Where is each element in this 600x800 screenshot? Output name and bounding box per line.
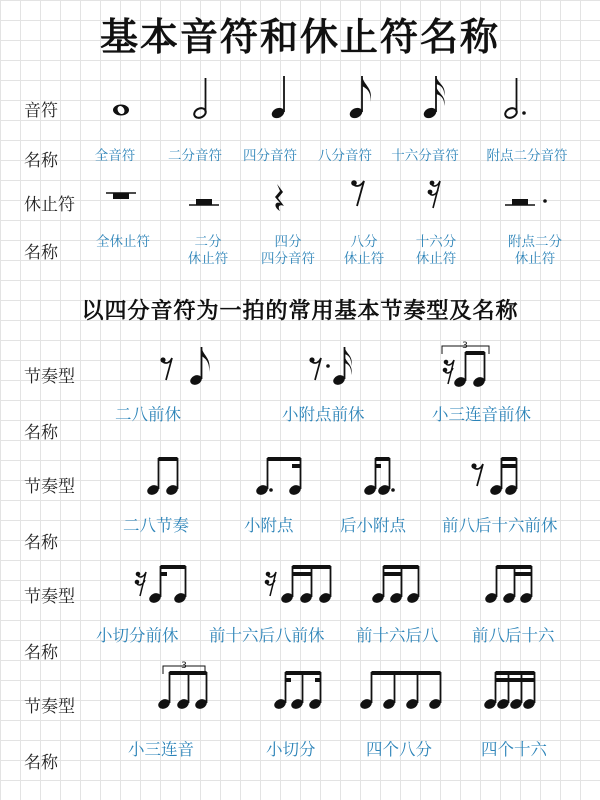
rest-row-label: 休止符 [24, 195, 75, 215]
rhythm-row-label: 节奏型 [24, 697, 75, 717]
rhythm-row-label: 节奏型 [24, 477, 75, 497]
sixteenth-dotted-eighth-pattern [363, 458, 395, 497]
note-name: 二分音符 [168, 148, 222, 164]
two-eighths-pattern [146, 458, 180, 497]
rhythm-name: 二八前休 [115, 405, 181, 424]
rest-name: 二分 休止符 [187, 234, 229, 267]
rhythm-row-label: 节奏型 [24, 367, 75, 387]
rhythm-name: 四个八分 [366, 740, 432, 759]
rhythm-name: 前八后十六前休 [442, 516, 558, 535]
note-name-row-label: 名称 [24, 151, 58, 171]
four-eighths-pattern [359, 672, 443, 711]
small-syncopation-pattern [273, 672, 323, 711]
triplet-number: 3 [462, 341, 468, 351]
rhythm-name-label: 名称 [24, 753, 58, 773]
sixteenth-rest-sixteenth-eighth-pattern [265, 566, 333, 605]
rhythm-name: 前十六后八 [356, 626, 439, 645]
rest-name: 八分 休止符 [343, 234, 385, 267]
rhythm-name: 小切分前休 [96, 626, 179, 645]
rest-name: 四分 四分音符 [261, 234, 315, 267]
rhythm-name-label: 名称 [24, 533, 58, 553]
rhythm-name: 前十六后八前休 [209, 626, 325, 645]
syncopation-rest-pattern [135, 566, 188, 605]
section-subtitle: 以四分音符为一拍的常用基本节奏型及名称 [81, 299, 519, 324]
note-row-label: 音符 [24, 101, 58, 121]
page-title: 基本音符和休止符名称 [99, 15, 500, 59]
rhythm-name: 小三连音 [128, 740, 194, 759]
note-name: 四分音符 [243, 148, 297, 164]
rest-name: 十六分 休止符 [415, 234, 457, 267]
two-sixteenths-eighth-pattern [371, 566, 421, 605]
rhythm-name-label: 名称 [24, 643, 58, 663]
rest-name: 附点二分 休止符 [508, 234, 562, 267]
dotted-eighth-sixteenth-pattern [255, 458, 303, 497]
note-name: 十六分音符 [391, 148, 459, 164]
rest-name-row-label: 名称 [24, 243, 58, 263]
four-sixteenths-pattern [483, 672, 537, 711]
rhythm-name: 二八节奏 [123, 516, 189, 535]
rest-name: 全休止符 [96, 234, 150, 250]
eighth-two-sixteenths-pattern [484, 566, 534, 605]
eighth-rest-two-sixteenths-pattern [471, 458, 518, 497]
rhythm-row-label: 节奏型 [24, 587, 75, 607]
note-name: 附点二分音符 [486, 148, 568, 164]
note-name: 八分音符 [318, 148, 372, 164]
rhythm-name: 小附点前休 [282, 405, 365, 424]
rhythm-name: 小三连音前休 [432, 405, 531, 424]
rhythm-name: 四个十六 [481, 740, 547, 759]
rhythm-name: 小附点 [244, 516, 294, 535]
triplet-rest-pattern [442, 346, 489, 389]
triplet-number: 3 [181, 661, 187, 671]
note-name: 全音符 [94, 148, 136, 164]
rhythm-name-label: 名称 [24, 423, 58, 443]
dotted-eighth-rest-sixteenth-note-pattern [309, 347, 351, 387]
triplet-pattern [157, 666, 209, 711]
rhythm-name: 前八后十六 [472, 626, 555, 645]
eighth-rest-eighth-note-pattern [160, 347, 209, 387]
rhythm-name: 小切分 [266, 740, 316, 759]
rhythm-name: 后小附点 [340, 516, 406, 535]
